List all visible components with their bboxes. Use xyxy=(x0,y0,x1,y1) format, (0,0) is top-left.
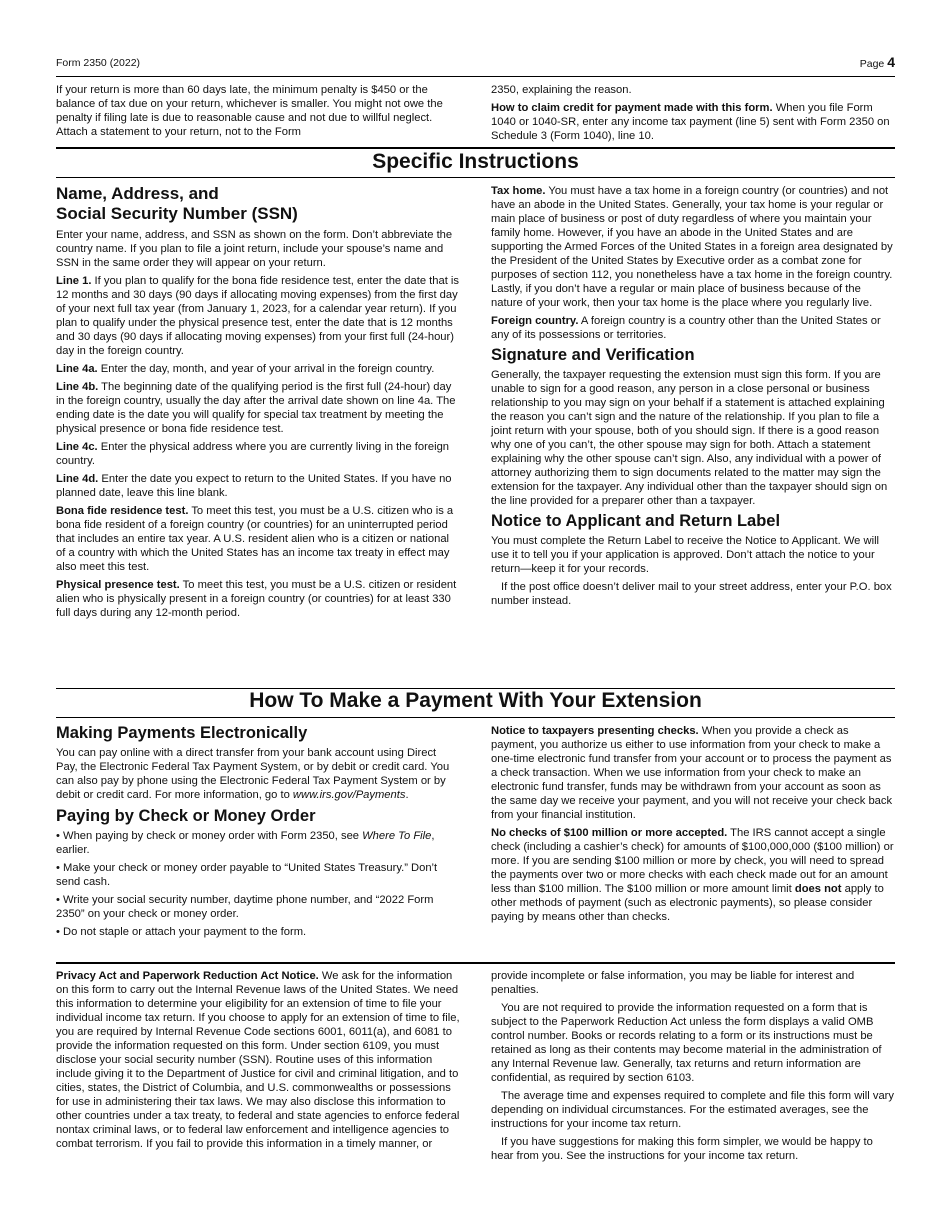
line1-text: If you plan to qualify for the bona fide residence test, enter the date that is 12 months and 30 days (90 days if allocating moving expenses) from the first day of your next full tax year (from January 1, 2023, for a calendar year return). If you plan to qualify under the physical presence test, enter the date that is 12 months and 30 days (90 days if allocating moving expenses) from your first full (24-hour) day in the foreign country. xyxy=(56,275,459,357)
notice-checks-lead: Notice to taxpayers presenting checks. xyxy=(491,725,699,737)
line4d-lead: Line 4d. xyxy=(56,473,99,485)
section-rule xyxy=(56,717,895,718)
heading-line-1: Name, Address, and xyxy=(56,184,219,203)
no-checks-text-1: The IRS cannot accept a single check (including a cashier’s check) for amounts of $100,000,000 ($100 million) or more. If you are sending $100 million or more by check, you will need to spread the payments over two or more checks with each check made out for an amount less than $100 million. The $100 million or more amount limit xyxy=(491,827,894,895)
foreign-country-text: A foreign country is a country other than the United States or any of its possessions or territories. xyxy=(491,315,881,341)
page-header xyxy=(56,56,895,77)
average-time-paragraph: The average time and expenses required to complete and file this form will vary depending on individual circumstances. For the estimated averages, see the instructions for your income tax return. xyxy=(491,1090,894,1130)
foreign-country-lead: Foreign country. xyxy=(491,315,579,327)
signature-heading: Signature and Verification xyxy=(491,346,695,364)
privacy-lead: Privacy Act and Paperwork Reduction Act Notice. xyxy=(56,970,319,982)
line4c-text: Enter the physical address where you are currently living in the foreign country. xyxy=(56,441,450,467)
section-rule xyxy=(56,962,895,964)
electronic-payments-heading: Making Payments Electronically xyxy=(56,724,308,742)
name-address-heading xyxy=(56,184,460,224)
payment-right-column xyxy=(491,724,895,928)
page-number: 4 xyxy=(887,54,895,70)
top-right-column xyxy=(491,83,895,147)
bona-fide-lead: Bona fide residence test. xyxy=(56,505,189,517)
check-heading: Paying by Check or Money Order xyxy=(56,807,316,825)
bullet-where-to-file xyxy=(56,829,460,857)
top-left-column xyxy=(56,83,460,143)
payment-left-column xyxy=(56,724,460,943)
privacy-paragraph xyxy=(56,969,460,1151)
omb-paragraph: You are not required to provide the information requested on a form that is subject to the Paperwork Reduction Act unless the form displays a valid OMB control number. Books or records relating to a form or its instructions must be retained as long as their contents may become material in the administration of any Internal Revenue law. Generally, tax returns and return information are confidential, as required by section 6103. xyxy=(491,1002,882,1084)
po-box-paragraph: If the post office doesn’t deliver mail to your street address, enter your P.O. box number instead. xyxy=(491,581,892,607)
physical-presence-lead: Physical presence test. xyxy=(56,579,180,591)
line1-lead: Line 1. xyxy=(56,275,92,287)
notice-checks-text: When you provide a check as payment, you authorize us either to use information from your check to make a one-time electronic fund transfer from your account or to process the payment as a check transaction. When we use information from your check to make an electronic fund transfer, funds may be withdrawn from your account as soon as the same day we receive your payment, and you will not receive your check back from your financial institution. xyxy=(491,725,893,821)
line4b-text: The beginning date of the qualifying period is the first full (24-hour) day in the foreign country, usually the day after the arrival date shown on line 4a. The ending date is the date you will qualify for special tax treatment by meeting the physical presence or bona fide residence test. xyxy=(56,381,456,435)
line4c-paragraph xyxy=(56,440,460,468)
tax-home-lead: Tax home. xyxy=(491,185,546,197)
notice-checks-paragraph xyxy=(491,724,895,822)
credit-text: When you file Form 1040 or 1040-SR, enter any income tax payment (line 5) sent with Form 2350 on Schedule 3 (Form 1040), line 10. xyxy=(491,102,890,142)
line4a-paragraph xyxy=(56,362,460,376)
privacy-continued-paragraph: provide incomplete or false information, you may be liable for interest and penalties. xyxy=(491,970,855,996)
page-indicator xyxy=(860,54,895,70)
line4d-paragraph xyxy=(56,472,460,500)
line4c-lead: Line 4c. xyxy=(56,441,98,453)
foreign-country-paragraph xyxy=(491,314,895,342)
bullet1-text-b: , earlier. xyxy=(56,830,435,856)
no-checks-paragraph xyxy=(491,826,895,924)
line4d-text: Enter the date you expect to return to the United States. If you have no planned date, leave this line blank. xyxy=(56,473,452,499)
credit-lead: How to claim credit for payment made with this form. xyxy=(491,102,773,114)
tax-home-paragraph xyxy=(491,184,895,310)
electronic-payments-text: You can pay online with a direct transfer from your bank account using Direct Pay, the Electronic Federal Tax Payment System, or by debit or credit card. You can also pay by phone using the Electronic Federal Tax Payment System or by debit or credit card. For more information, go to xyxy=(56,747,450,801)
where-to-file-ref: Where To File xyxy=(362,830,432,842)
form-id: Form 2350 (2022) xyxy=(56,57,141,69)
penalty-paragraph: If your return is more than 60 days late, the minimum penalty is $450 or the balance of tax due on your return, whichever is smaller. You might not owe the penalty if filing late is due to reasonable cause and not due to willful neglect. Attach a statement to your return, not to the Form xyxy=(56,84,443,138)
section-rule xyxy=(56,177,895,178)
page-label: Page xyxy=(859,58,885,70)
electronic-payments-paragraph xyxy=(56,746,460,802)
bona-fide-paragraph xyxy=(56,504,460,574)
bullet-write-ssn: • Write your social security number, daytime phone number, and “2022 Form 2350” on your check or money order. xyxy=(56,894,434,920)
privacy-left-column xyxy=(56,969,460,1155)
line4b-lead: Line 4b. xyxy=(56,381,99,393)
credit-paragraph xyxy=(491,101,895,143)
bona-fide-text: To meet this test, you must be a U.S. citizen who is a bona fide resident of a foreign country (or countries) for an uninterrupted period that includes an entire tax year. A U.S. resident alien who is a citizen or national of a country with which the United States has an income tax treaty in effect may also meet this test. xyxy=(56,505,454,573)
specific-left-column xyxy=(56,184,460,624)
privacy-text: We ask for the information on this form to carry out the Internal Revenue laws of the United States. We need this information to determine your eligibility for an extension of time to file your individual income tax return. If you choose to apply for an extension of time to file, you are required by Internal Revenue Code sections 6001, 6011(a), and 6081 to provide the information requested on this form. Under section 6109, you must disclose your social security number (SSN). Routine uses of this information include giving it to the Department of Justice for civil and criminal litigation, and to cities, states, the District of Columbia, and U.S. commonwealths or possessions for use in administering their tax laws. We may also disclose this information to other countries under a tax treaty, to federal and state agencies to enforce federal nontax criminal laws, or to federal law enforcement and intelligence agencies to combat terrorism. If you fail to provide this information in a timely manner, or xyxy=(56,970,460,1150)
explain-paragraph: 2350, explaining the reason. xyxy=(491,84,632,96)
line4a-text: Enter the day, month, and year of your arrival in the foreign country. xyxy=(97,363,435,375)
name-paragraph: Enter your name, address, and SSN as shown on the form. Don’t abbreviate the country name. If you plan to file a joint return, include your spouse’s name and SSN in the same order they will appear on your return. xyxy=(56,229,453,269)
payment-title: How To Make a Payment With Your Extension xyxy=(249,689,702,712)
line4a-lead: Line 4a. xyxy=(56,363,98,375)
notice-heading: Notice to Applicant and Return Label xyxy=(491,512,781,530)
signature-paragraph: Generally, the taxpayer requesting the extension must sign this form. If you are unable to sign for a good reason, any person in a close personal or business relationship to you may sign on your behalf if a statement is attached explaining the reason you can’t sign and the nature of the relationship. If you plan to file a joint return with your spouse, both of you should sign. If there is a good reason why one of you can’t, the other spouse may sign for both. Attach a statement explaining why the other spouse can’t sign. Also, any individual with a power of attorney authorizing them to sign documents related to the matter may sign the extension for the taxpayer. Any individual other than the taxpayer should sign on the line provided for a preparer other than a taxpayer. xyxy=(491,369,888,507)
electronic-payments-end: . xyxy=(405,789,409,801)
suggestions-paragraph: If you have suggestions for making this form simpler, we would be happy to hear from you. See the instructions for your income tax return. xyxy=(491,1136,873,1162)
bullet-payable: • Make your check or money order payable to “United States Treasury.” Don’t send cash. xyxy=(56,862,438,888)
notice-paragraph: You must complete the Return Label to receive the Notice to Applicant. We will use it to tell you if your application is approved. Don’t attach the notice to your return—keep it for your records. xyxy=(491,535,880,575)
form-page xyxy=(56,0,895,1230)
line1-paragraph xyxy=(56,274,460,358)
bullet1-text-a: • When paying by check or money order with Form 2350, see xyxy=(56,830,363,842)
payments-link[interactable]: www.irs.gov/Payments xyxy=(292,789,406,801)
privacy-right-column xyxy=(491,969,895,1167)
no-checks-text-2: apply to other methods of payment (such as electronic payments), so please consider paying by means other than checks. xyxy=(491,883,884,923)
line4b-paragraph xyxy=(56,380,460,436)
no-checks-lead: No checks of $100 million or more accepted. xyxy=(491,827,728,839)
section-rule xyxy=(56,147,895,149)
specific-right-column xyxy=(491,184,895,612)
bullet-no-staple: • Do not staple or attach your payment to the form. xyxy=(56,926,307,938)
tax-home-text: You must have a tax home in a foreign country (or countries) and not have an abode in the United States. Generally, your tax home is your regular or main place of business or post of duty regardless of where you maintain your family home. However, if you have an abode in the United States and are supporting the Armed Forces of the United States in a foreign area designated by the President of the United States by Executive order as a combat zone for purposes of section 112, you nonetheless have a tax home in the foreign country. Lastly, if you don’t have a regular or main place of business because of the nature of your work, then your tax home is the place where you regularly live. xyxy=(491,185,893,309)
does-not-bold: does not xyxy=(794,883,842,895)
specific-instructions-title: Specific Instructions xyxy=(372,150,579,173)
physical-presence-text: To meet this test, you must be a U.S. citizen or resident alien who is physically present in a foreign country (or countries) for at least 330 full days during any 12-month period. xyxy=(56,579,457,619)
physical-presence-paragraph xyxy=(56,578,460,620)
heading-line-2: Social Security Number (SSN) xyxy=(56,204,298,223)
